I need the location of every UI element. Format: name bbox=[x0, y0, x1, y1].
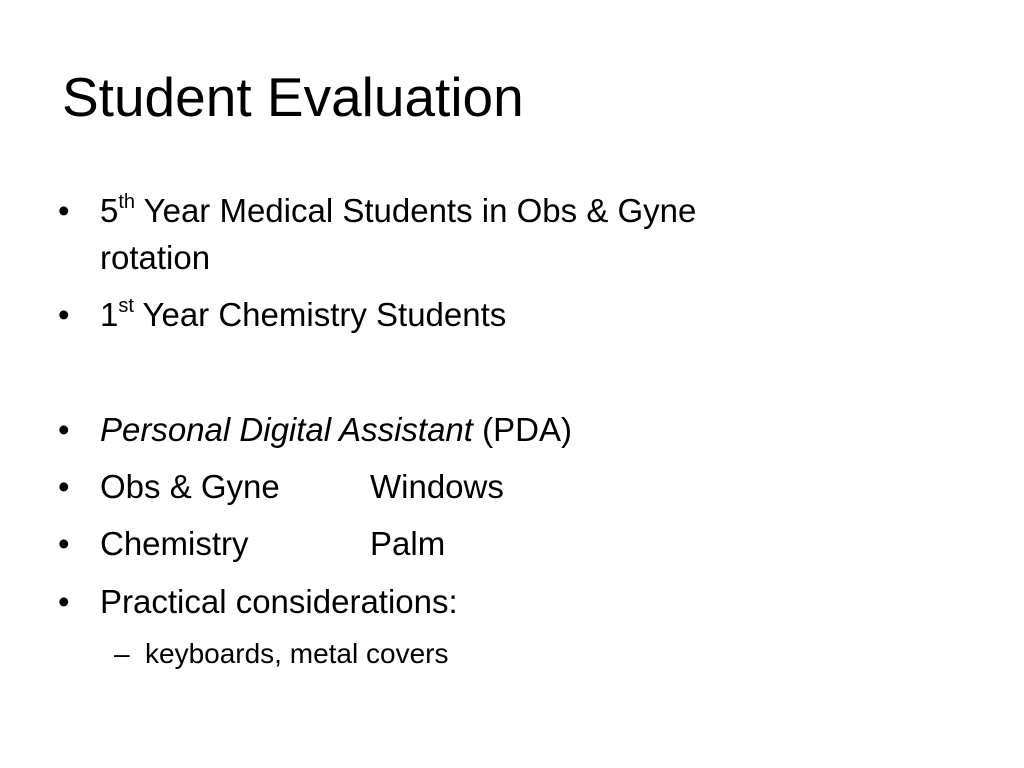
bullet-text: Practical considerations: bbox=[100, 583, 458, 620]
bullet-right-text: Windows bbox=[370, 468, 504, 505]
bullet-item-continuation bbox=[100, 235, 210, 281]
bullet-text: (PDA) bbox=[472, 411, 572, 448]
sub-bullet-text: keyboards, metal covers bbox=[145, 638, 449, 669]
sub-bullet-marker: – bbox=[114, 638, 130, 669]
bullet-item-practical bbox=[58, 579, 458, 625]
bullet-text: Year Medical Students in Obs & Gyne bbox=[135, 192, 697, 229]
bullet-number: 5 bbox=[100, 192, 119, 229]
bullet-ordinal-suffix: st bbox=[118, 295, 134, 317]
bullet-continuation-text: rotation bbox=[100, 239, 211, 276]
bullet-marker: • bbox=[58, 192, 70, 229]
bullet-right-text: Palm bbox=[370, 525, 446, 562]
sub-bullet-item-keyboards bbox=[114, 636, 449, 672]
bullet-marker: • bbox=[58, 468, 70, 505]
bullet-marker: • bbox=[58, 583, 70, 620]
bullet-item-medical-students bbox=[58, 188, 697, 234]
bullet-item-obs-gyne bbox=[58, 464, 504, 510]
bullet-marker: • bbox=[58, 525, 70, 562]
bullet-left-text: Chemistry bbox=[100, 525, 249, 562]
bullet-item-chemistry-students bbox=[58, 292, 507, 338]
bullet-number: 1 bbox=[100, 296, 119, 333]
bullet-item-chemistry bbox=[58, 521, 446, 567]
bullet-item-pda bbox=[58, 407, 572, 453]
bullet-italic-text: Personal Digital Assistant bbox=[100, 411, 473, 448]
bullet-text: Year Chemistry Students bbox=[133, 296, 507, 333]
slide-title: Student Evaluation bbox=[62, 66, 524, 128]
bullet-marker: • bbox=[58, 411, 70, 448]
bullet-marker: • bbox=[58, 296, 70, 333]
bullet-ordinal-suffix: th bbox=[118, 191, 136, 213]
bullet-left-text: Obs & Gyne bbox=[100, 468, 280, 505]
